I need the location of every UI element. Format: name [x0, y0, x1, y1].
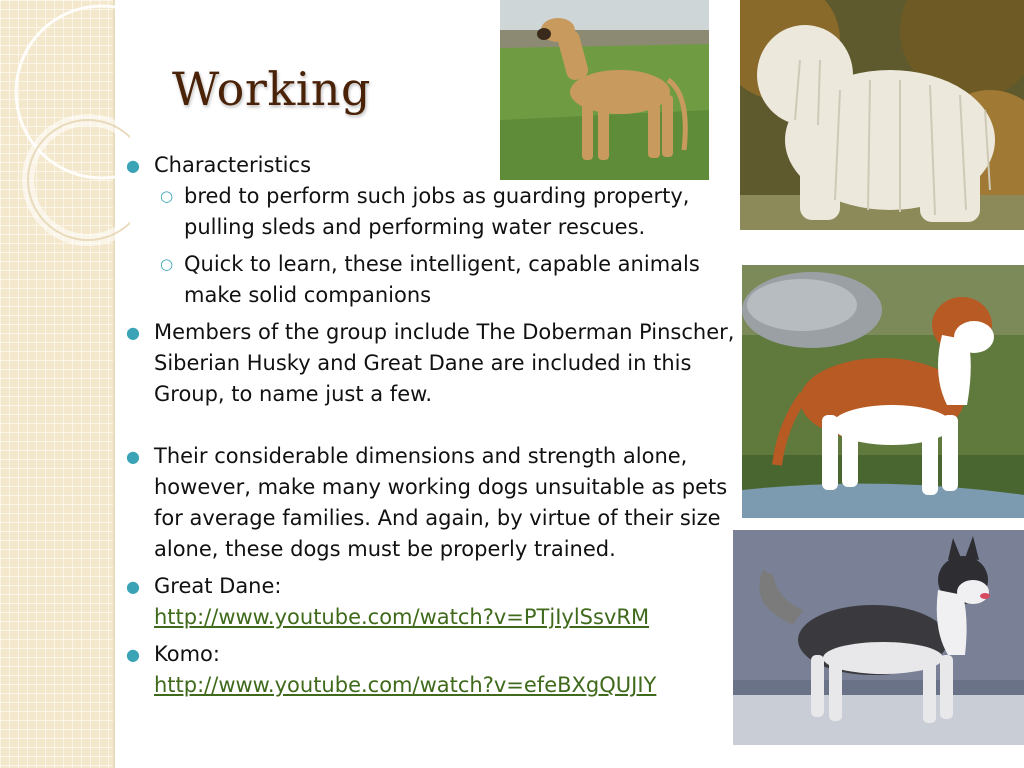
sub-bullet-text: bred to perform such jobs as guarding property, pulling sleds and performing water rescues.: [184, 184, 690, 239]
bullet-icon: ●: [126, 156, 140, 175]
bullet-text: Their considerable dimensions and strength alone, however, make many working dogs unsuitable as pets for average families. And again, by virtue of their size alone, these dogs must be properly trained.: [154, 444, 728, 561]
great-dane-photo: [500, 0, 709, 180]
bullet-list: [126, 150, 742, 701]
bullet-text: Characteristics: [154, 153, 312, 177]
bullet-komo: [126, 639, 742, 701]
bullet-great-dane: [126, 571, 742, 633]
bullet-text: Komo:: [154, 642, 220, 666]
saint-bernard-photo: [742, 265, 1024, 518]
sub-bullet-jobs: [154, 181, 742, 243]
bullet-members: [126, 317, 742, 410]
great-dane-video-link[interactable]: http://www.youtube.com/watch?v=PTjIylSsvRM: [154, 605, 650, 629]
sub-bullet-icon: ○: [160, 255, 174, 273]
sub-bullet-companions: [154, 249, 742, 311]
bullet-text: Members of the group include The Doberman Pinscher, Siberian Husky and Great Dane are included in this Group, to name just a few.: [154, 320, 735, 406]
bullet-icon: ●: [126, 323, 140, 342]
slide-content: [126, 150, 742, 701]
bullet-icon: ●: [126, 447, 140, 466]
bullet-text: Great Dane:: [154, 574, 282, 598]
komo-video-link[interactable]: http://www.youtube.com/watch?v=efeBXgQUJIY: [154, 673, 657, 697]
husky-photo: [733, 530, 1024, 745]
sub-bullet-text: Quick to learn, these intelligent, capable animals make solid companions: [184, 252, 700, 307]
sub-bullet-list: [154, 181, 742, 311]
slide-title: Working: [172, 62, 371, 116]
decorative-circles: [0, 0, 130, 260]
bullet-icon: ●: [126, 645, 140, 664]
bullet-icon: ●: [126, 577, 140, 596]
bullet-dimensions: [126, 441, 742, 565]
komondor-photo: [740, 0, 1024, 230]
sub-bullet-icon: ○: [160, 187, 174, 205]
